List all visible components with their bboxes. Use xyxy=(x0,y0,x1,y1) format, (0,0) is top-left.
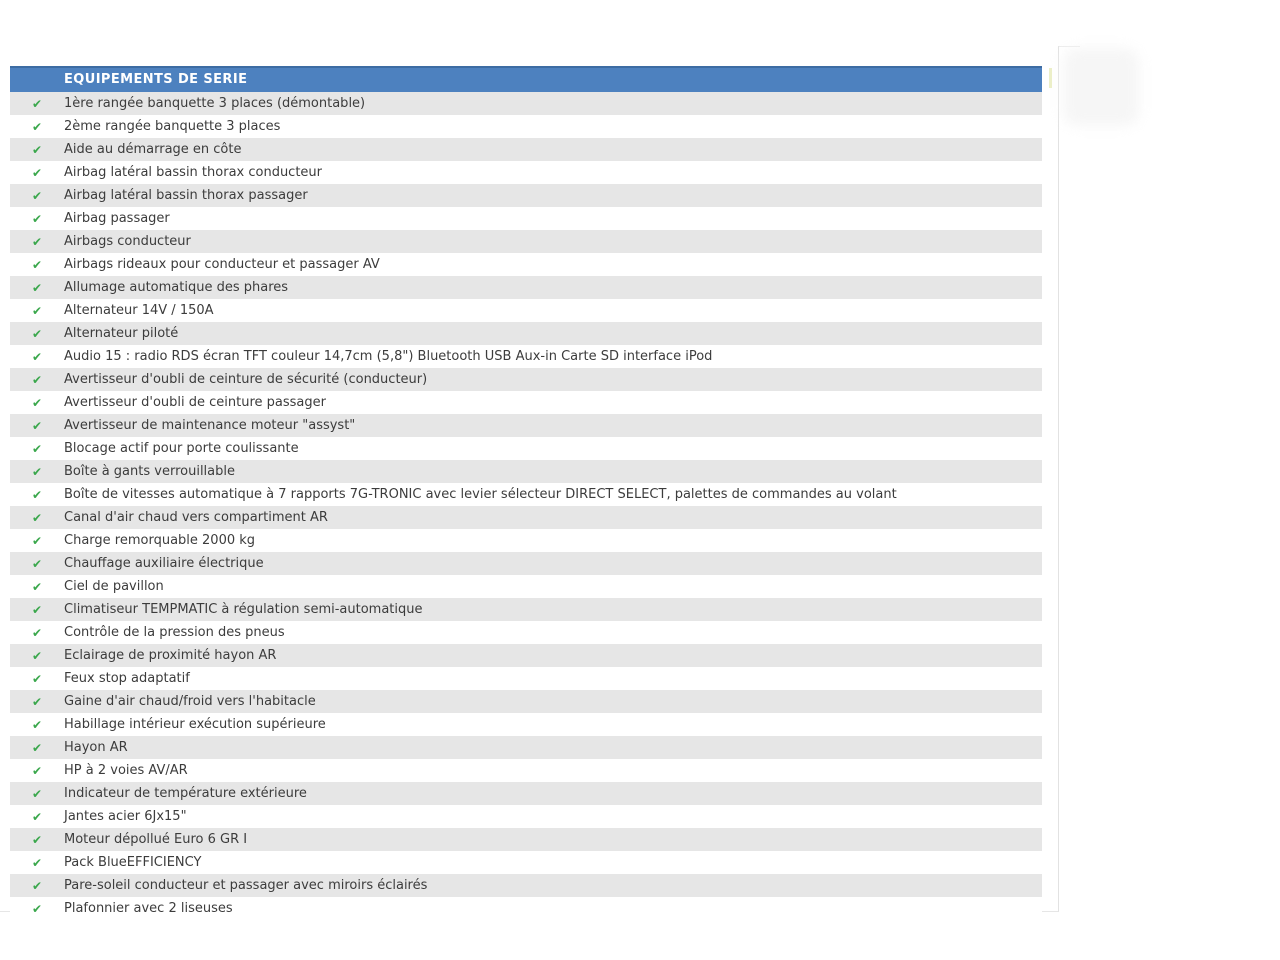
equipment-label: 2ème rangée banquette 3 places xyxy=(64,119,281,134)
equipment-label: Avertisseur d'oubli de ceinture passager xyxy=(64,395,326,410)
equipment-label: Alternateur piloté xyxy=(64,326,179,341)
equipment-label: Audio 15 : radio RDS écran TFT couleur 14,7cm (5,8") Bluetooth USB Aux-in Carte SD interface iPod xyxy=(64,349,713,364)
check-icon: ✔ xyxy=(31,625,43,640)
equipment-label: Hayon AR xyxy=(64,740,128,755)
decorative-sliver xyxy=(1049,68,1052,88)
equipment-row xyxy=(10,368,1042,391)
equipment-label: HP à 2 voies AV/AR xyxy=(64,763,188,778)
equipment-row xyxy=(10,483,1042,506)
check-icon: ✔ xyxy=(31,96,43,111)
equipment-row xyxy=(10,253,1042,276)
equipment-label: Charge remorquable 2000 kg xyxy=(64,533,256,548)
equipment-label: Pack BlueEFFICIENCY xyxy=(64,855,202,870)
equipment-row xyxy=(10,736,1042,759)
check-icon: ✔ xyxy=(31,832,43,847)
equipment-row xyxy=(10,207,1042,230)
equipment-row xyxy=(10,460,1042,483)
equipment-label: Ciel de pavillon xyxy=(64,579,164,594)
equipment-row xyxy=(10,713,1042,736)
equipment-row xyxy=(10,138,1042,161)
equipment-label: Avertisseur d'oubli de ceinture de sécurité (conducteur) xyxy=(64,372,428,387)
equipment-list xyxy=(10,92,1042,920)
equipment-row xyxy=(10,782,1042,805)
check-icon: ✔ xyxy=(31,901,43,916)
check-icon: ✔ xyxy=(31,510,43,525)
equipment-row xyxy=(10,897,1042,920)
equipment-row xyxy=(10,115,1042,138)
equipment-label: Feux stop adaptatif xyxy=(64,671,190,686)
check-icon: ✔ xyxy=(31,786,43,801)
check-icon: ✔ xyxy=(31,602,43,617)
equipment-row xyxy=(10,391,1042,414)
check-icon: ✔ xyxy=(31,326,43,341)
equipment-label: Alternateur 14V / 150A xyxy=(64,303,214,318)
equipment-label: Boîte de vitesses automatique à 7 rapports 7G-TRONIC avec levier sélecteur DIRECT SELECT, palettes de commandes au volant xyxy=(64,487,897,502)
check-icon: ✔ xyxy=(31,464,43,479)
content-panel xyxy=(0,46,1059,916)
equipment-row xyxy=(10,184,1042,207)
check-icon: ✔ xyxy=(31,671,43,686)
equipment-row xyxy=(10,667,1042,690)
equipment-row xyxy=(10,851,1042,874)
equipment-label: Moteur dépollué Euro 6 GR I xyxy=(64,832,248,847)
check-icon: ✔ xyxy=(31,533,43,548)
equipment-row xyxy=(10,805,1042,828)
check-icon: ✔ xyxy=(31,855,43,870)
equipment-row xyxy=(10,92,1042,115)
check-icon: ✔ xyxy=(31,648,43,663)
equipment-label: Jantes acier 6Jx15" xyxy=(64,809,187,824)
equipment-row xyxy=(10,621,1042,644)
equipment-label: Airbags conducteur xyxy=(64,234,191,249)
equipment-label: Eclairage de proximité hayon AR xyxy=(64,648,277,663)
equipment-label: Contrôle de la pression des pneus xyxy=(64,625,285,640)
equipment-table xyxy=(10,66,1042,920)
equipment-label: Habillage intérieur exécution supérieure xyxy=(64,717,326,732)
equipment-row xyxy=(10,644,1042,667)
equipment-row xyxy=(10,322,1042,345)
check-icon: ✔ xyxy=(31,395,43,410)
table-header-equipements-de-serie: EQUIPEMENTS DE SERIE xyxy=(10,66,1042,92)
check-icon: ✔ xyxy=(31,763,43,778)
equipment-row xyxy=(10,598,1042,621)
check-icon: ✔ xyxy=(31,441,43,456)
equipment-label: Avertisseur de maintenance moteur "assyst" xyxy=(64,418,356,433)
equipment-row xyxy=(10,230,1042,253)
check-icon: ✔ xyxy=(31,878,43,893)
equipment-label: Indicateur de température extérieure xyxy=(64,786,307,801)
check-icon: ✔ xyxy=(31,349,43,364)
equipment-row xyxy=(10,276,1042,299)
equipment-label: Pare-soleil conducteur et passager avec miroirs éclairés xyxy=(64,878,428,893)
check-icon: ✔ xyxy=(31,142,43,157)
background-artifact xyxy=(1063,48,1139,126)
equipment-row xyxy=(10,299,1042,322)
equipment-label: Gaine d'air chaud/froid vers l'habitacle xyxy=(64,694,316,709)
check-icon: ✔ xyxy=(31,372,43,387)
check-icon: ✔ xyxy=(31,487,43,502)
equipment-row xyxy=(10,345,1042,368)
equipment-row xyxy=(10,575,1042,598)
check-icon: ✔ xyxy=(31,303,43,318)
check-icon: ✔ xyxy=(31,165,43,180)
equipment-row xyxy=(10,552,1042,575)
check-icon: ✔ xyxy=(31,418,43,433)
equipment-row xyxy=(10,690,1042,713)
check-icon: ✔ xyxy=(31,280,43,295)
check-icon: ✔ xyxy=(31,694,43,709)
equipment-label: Plafonnier avec 2 liseuses xyxy=(64,901,233,916)
check-icon: ✔ xyxy=(31,717,43,732)
equipment-label: 1ère rangée banquette 3 places (démontable) xyxy=(64,96,366,111)
equipment-label: Blocage actif pour porte coulissante xyxy=(64,441,299,456)
check-icon: ✔ xyxy=(31,188,43,203)
equipment-label: Canal d'air chaud vers compartiment AR xyxy=(64,510,328,525)
equipment-label: Airbag latéral bassin thorax passager xyxy=(64,188,308,203)
equipment-row xyxy=(10,414,1042,437)
equipment-label: Aide au démarrage en côte xyxy=(64,142,242,157)
check-icon: ✔ xyxy=(31,579,43,594)
equipment-row xyxy=(10,874,1042,897)
equipment-label: Climatiseur TEMPMATIC à régulation semi-automatique xyxy=(64,602,423,617)
equipment-label: Boîte à gants verrouillable xyxy=(64,464,235,479)
check-icon: ✔ xyxy=(31,740,43,755)
check-icon: ✔ xyxy=(31,809,43,824)
check-icon: ✔ xyxy=(31,257,43,272)
equipment-row xyxy=(10,161,1042,184)
equipment-row xyxy=(10,759,1042,782)
equipment-row xyxy=(10,437,1042,460)
equipment-label: Airbags rideaux pour conducteur et passager AV xyxy=(64,257,380,272)
equipment-label: Airbag passager xyxy=(64,211,170,226)
equipment-label: Allumage automatique des phares xyxy=(64,280,289,295)
equipment-row xyxy=(10,529,1042,552)
equipment-row xyxy=(10,828,1042,851)
equipment-label: Chauffage auxiliaire électrique xyxy=(64,556,264,571)
equipment-row xyxy=(10,506,1042,529)
check-icon: ✔ xyxy=(31,556,43,571)
check-icon: ✔ xyxy=(31,234,43,249)
check-icon: ✔ xyxy=(31,119,43,134)
check-icon: ✔ xyxy=(31,211,43,226)
equipment-label: Airbag latéral bassin thorax conducteur xyxy=(64,165,323,180)
